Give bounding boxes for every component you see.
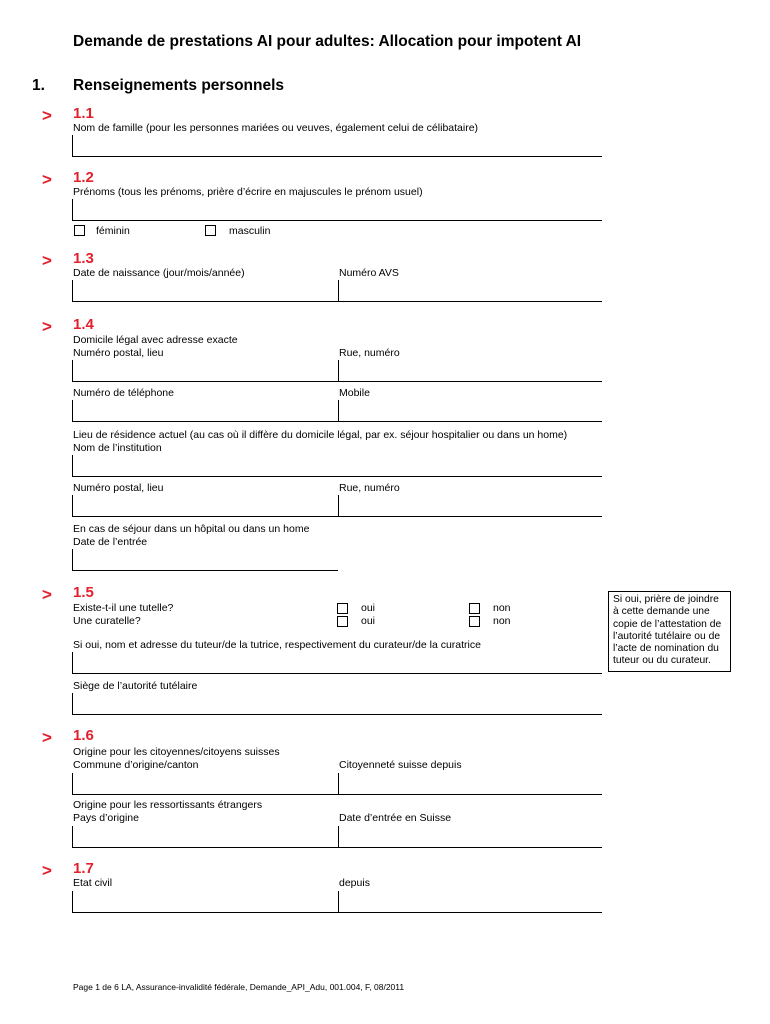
masculine-checkbox[interactable] — [205, 225, 216, 236]
tutelle-yes-checkbox[interactable] — [337, 603, 348, 614]
section-arrow-icon: > — [42, 317, 52, 336]
subsection-number-1-3: 1.3 — [73, 250, 94, 267]
country-label: Pays d’origine — [73, 812, 139, 824]
institution-field[interactable] — [72, 455, 602, 477]
section-arrow-icon: > — [42, 251, 52, 270]
section-arrow-icon: > — [42, 106, 52, 125]
postal-code-field[interactable] — [72, 360, 338, 382]
street-label: Rue, numéro — [339, 347, 400, 359]
phone-label: Numéro de téléphone — [73, 387, 174, 399]
page-footer: Page 1 de 6 LA, Assurance-invalidité fédérale, Demande_API_Adu, 001.004, F, 08/2011 — [73, 982, 405, 992]
note-line: copie de l’attestation de — [613, 618, 722, 630]
birth-date-label: Date de naissance (jour/mois/année) — [73, 267, 245, 279]
curatelle-no-checkbox[interactable] — [469, 616, 480, 627]
swiss-origin-heading: Origine pour les citoyennes/citoyens suisses — [73, 746, 280, 758]
institution-label: Nom de l’institution — [73, 442, 162, 454]
first-names-field[interactable] — [72, 199, 602, 221]
first-names-label: Prénoms (tous les prénoms, prière d’écrire en majuscules le prénom usuel) — [73, 186, 423, 198]
birth-date-field[interactable] — [72, 280, 338, 302]
feminine-checkbox[interactable] — [74, 225, 85, 236]
tutelle-question: Existe-t-il une tutelle? — [73, 602, 174, 614]
family-name-label: Nom de famille (pour les personnes mariées ou veuves, également celui de célibataire) — [73, 122, 479, 134]
guardian-field[interactable] — [72, 652, 602, 674]
subsection-number-1-4: 1.4 — [73, 316, 94, 333]
mobile-field[interactable] — [338, 400, 602, 422]
postal-code-2-label: Numéro postal, lieu — [73, 482, 164, 494]
foreign-origin-heading: Origine pour les ressortissants étrangers — [73, 799, 263, 811]
section-arrow-icon: > — [42, 585, 52, 604]
civil-since-label: depuis — [339, 877, 370, 889]
swiss-entry-date-field[interactable] — [338, 826, 602, 848]
curatelle-question: Une curatelle? — [73, 615, 141, 627]
masculine-label: masculin — [229, 225, 271, 237]
section-title: Renseignements personnels — [73, 77, 285, 94]
country-field[interactable] — [72, 826, 338, 848]
mobile-label: Mobile — [339, 387, 370, 399]
tutelle-no-label: non — [493, 602, 511, 614]
authority-field[interactable] — [72, 693, 602, 715]
subsection-number-1-7: 1.7 — [73, 860, 94, 877]
subsection-number-1-6: 1.6 — [73, 727, 94, 744]
domicile-heading: Domicile légal avec adresse exacte — [73, 334, 238, 346]
tutelle-no-checkbox[interactable] — [469, 603, 480, 614]
subsection-number-1-2: 1.2 — [73, 169, 94, 186]
curatelle-yes-checkbox[interactable] — [337, 616, 348, 627]
street-field[interactable] — [338, 360, 602, 382]
tutelle-yes-label: oui — [361, 602, 376, 614]
curatelle-no-label: non — [493, 615, 511, 627]
note-line: tuteur ou du curateur. — [613, 655, 711, 667]
authority-label: Siège de l’autorité tutélaire — [73, 680, 198, 692]
entry-date-field[interactable] — [72, 549, 338, 571]
commune-label: Commune d’origine/canton — [73, 759, 199, 771]
document-title: Demande de prestations AI pour adultes: Allocation pour impotent AI — [73, 33, 582, 50]
commune-field[interactable] — [72, 773, 338, 795]
note-line: l’autorité tutélaire ou de — [613, 630, 721, 642]
citizenship-since-label: Citoyenneté suisse depuis — [339, 759, 462, 771]
section-number: 1. — [32, 77, 45, 94]
section-arrow-icon: > — [42, 170, 52, 189]
postal-code-label: Numéro postal, lieu — [73, 347, 164, 359]
section-arrow-icon: > — [42, 861, 52, 880]
family-name-field[interactable] — [72, 135, 602, 157]
avs-number-field[interactable] — [338, 280, 602, 302]
subsection-number-1-1: 1.1 — [73, 105, 94, 122]
postal-code-2-field[interactable] — [72, 495, 338, 517]
curatelle-yes-label: oui — [361, 615, 376, 627]
street-2-label: Rue, numéro — [339, 482, 400, 494]
note-line: à cette demande une — [613, 606, 710, 618]
note-line: l’acte de nomination du — [613, 643, 719, 655]
street-2-field[interactable] — [338, 495, 602, 517]
stay-heading: En cas de séjour dans un hôpital ou dans un home — [73, 523, 310, 535]
civil-status-field[interactable] — [72, 891, 338, 913]
note-line: Si oui, prière de joindre — [613, 594, 719, 605]
subsection-number-1-5: 1.5 — [73, 584, 94, 601]
phone-field[interactable] — [72, 400, 338, 422]
feminine-label: féminin — [96, 225, 130, 237]
entry-date-label: Date de l’entrée — [73, 536, 148, 548]
guardianship-note — [608, 591, 731, 672]
avs-number-label: Numéro AVS — [339, 267, 399, 279]
residence-heading: Lieu de résidence actuel (au cas où il diffère du domicile légal, par ex. séjour hospitalier ou dans un home) — [73, 429, 568, 441]
swiss-entry-date-label: Date d’entrée en Suisse — [339, 812, 452, 824]
guardian-label: Si oui, nom et adresse du tuteur/de la tutrice, respectivement du curateur/de la curatrice — [73, 639, 481, 651]
civil-status-label: Etat civil — [73, 877, 113, 889]
citizenship-since-field[interactable] — [338, 773, 602, 795]
civil-since-field[interactable] — [338, 891, 602, 913]
section-arrow-icon: > — [42, 728, 52, 747]
